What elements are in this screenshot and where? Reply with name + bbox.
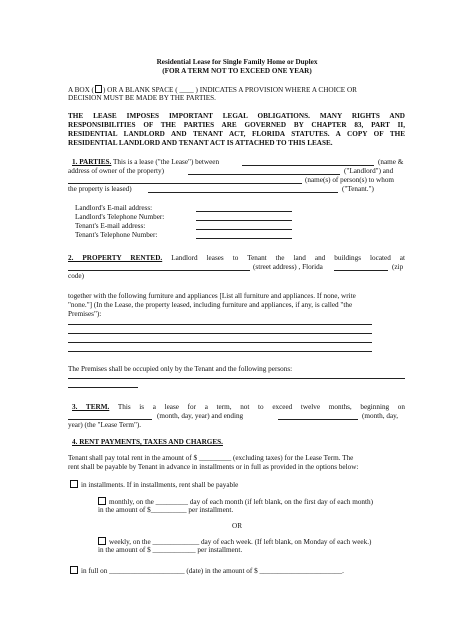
furniture-list-line-3[interactable] <box>68 342 372 343</box>
document-subtitle: (FOR A TERM NOT TO EXCEED ONE YEAR) <box>162 67 312 75</box>
landlord-phone-field[interactable] <box>196 220 292 221</box>
occupants-list-line-2[interactable] <box>68 387 138 388</box>
full-payment-checkbox[interactable] <box>70 566 78 574</box>
zip-code-field[interactable] <box>334 270 388 271</box>
tenant-phone-field[interactable] <box>196 238 292 239</box>
intro-line-2: DECISION MUST BE MADE BY THE PARTIES. <box>68 94 216 102</box>
occupants-list-line-1[interactable] <box>68 378 405 379</box>
warning-line-4: RESIDENTIAL LANDLORD AND TENANT ACT IS ATTACHED TO THIS LEASE. <box>68 139 333 147</box>
furniture-line-2: "none."] (In the Lease, the property leased, including furniture and appliances, if any, is called "the <box>68 301 353 309</box>
installments-option: in installments. If in installments, rent shall be payable <box>70 480 238 490</box>
parties-line-1: 1. PARTIES. This is a lease ("the Lease") between <box>72 158 220 166</box>
monthly-checkbox[interactable] <box>98 497 106 505</box>
monthly-option: monthly, on the _________ day of each month (if left blank, on the first day of each month) <box>98 497 373 507</box>
tenant-names-field-2[interactable] <box>148 192 338 193</box>
warning-line-1: THE LEASE IMPOSES IMPORTANT LEGAL OBLIGATIONS. MANY RIGHTS AND <box>68 112 405 120</box>
landlord-address-field[interactable] <box>188 174 340 175</box>
furniture-list-line-4[interactable] <box>68 351 372 352</box>
landlord-phone-label: Landlord's Telephone Number: <box>75 213 165 221</box>
tenant-email-label: Tenant's E-mail address: <box>75 222 146 230</box>
landlord-email-field[interactable] <box>196 211 292 212</box>
property-line-1: 2. PROPERTY RENTED. Landlord leases to Tenant the land and buildings located at <box>68 254 405 262</box>
parties-heading: 1. PARTIES. <box>72 158 112 166</box>
term-line-1: 3. TERM. This is a lease for a term, not to exceed twelve months, beginning on <box>72 403 405 411</box>
landlord-name-field[interactable] <box>242 165 374 166</box>
warning-line-3: RESIDENTIAL LANDLORD AND TENANT ACT, FLORIDA STATUTES. A COPY OF THE <box>68 130 405 138</box>
term-start-date-field[interactable] <box>68 419 152 420</box>
weekly-option: weekly, on the _____________ day of each week. (If left blank, on Monday of each week.) <box>98 537 371 547</box>
parties-line-2: address of owner of the property) <box>68 167 164 175</box>
property-heading: 2. PROPERTY RENTED. <box>68 254 163 262</box>
weekly-checkbox[interactable] <box>98 537 106 545</box>
tenant-phone-label: Tenant's Telephone Number: <box>75 231 158 239</box>
furniture-line-3: Premises"): <box>68 310 102 318</box>
street-address-field[interactable] <box>68 270 250 271</box>
warning-line-2: RESPONSIBILITIES OF THE PARTIES ARE GOVERNED BY CHAPTER 83, PART II, <box>68 121 405 129</box>
rent-paragraph-line-1: Tenant shall pay total rent in the amount of $ _________ (excluding taxes) for the Lease Term. The <box>68 454 354 462</box>
rent-paragraph-line-2: rent shall be payable by Tenant in advance in installments or in full as provided in the options below: <box>68 463 359 471</box>
term-heading: 3. TERM. <box>72 403 110 411</box>
monthly-amount-line: in the amount of $__________ per installment. <box>98 506 234 514</box>
installments-checkbox[interactable] <box>70 480 78 488</box>
term-end-date-field[interactable] <box>278 419 358 420</box>
landlord-email-label: Landlord's E-mail address: <box>75 204 153 212</box>
tenant-names-field[interactable] <box>68 183 302 184</box>
lease-page: Residential Lease for Single Family Home or Duplex (FOR A TERM NOT TO EXCEED ONE YEAR) A BOX ( ) OR A BLANK SPACE ( ____ ) INDICATES A PROVISION WHERE A CHOICE OR DECISION MUST BE MADE BY THE PARTIES. THE LEASE IMPOSES IMPORTANT LEGAL OBLIGATIONS. MANY RIGHTS AND RESPONSIBILITIES OF THE PARTIES ARE GOVERNED BY CHAPTER 83, PART II, RESIDENTIAL LANDLORD AND TENANT ACT, FLORIDA STATUTES. A COPY OF THE RESIDENTIAL LANDLORD AND TENANT ACT IS ATTACHED TO THIS LEASE. 1. PARTIES. This is a lease ("the Lease") between (name & address of owner of the property) ("Landlord") and (name(s) of person(s) to whom the property is leased) ("Tenant.") Landlord's E-mail address: Landlord's Telephone Number: Tenant's E-mail address: Tenant's Telephone Number: 2. PROPERTY RENTED. Landlord leases to Tenant the land and buildings located at (street address) , Florida (zip code) together with the following furniture and appliances [List all furniture and appliances. If none, write "none."] (In the Lease, the property leased, including furniture and appliances, if any, is called "the Premises"): The Premises shall be occupied only by the Tenant and the following persons: 3. TERM. This is a lease for a term, not to exceed twelve months, beginning on (month, day, year) and ending (month, day, year) (the "Lease Term"). 4. RENT PAYMENTS, TAXES AND CHARGES. Tenant shall pay total rent in the amount of $ _________ (excluding taxes) for the Lease Term. The rent shall be payable by Tenant in advance in installments or in full as provided in the options below: in installments. If in installments, rent shall be payable monthly, on the _________ day of each month (if left blank, on the first day of each month) in the amount of $__________ per installment. OR weekly, on the _____________ day of each week. (If left blank, on Monday of each week.) in the amount of $ ____________ per installment. in full on _____________________ (date) in the amount of $ _______________________. <box>0 0 474 630</box>
full-payment-option: in full on _____________________ (date) in the amount of $ _______________________. <box>70 566 344 576</box>
furniture-list-line-2[interactable] <box>68 333 372 334</box>
furniture-line-1: together with the following furniture and appliances [List all furniture and appliances. If none, write <box>68 292 356 300</box>
weekly-amount-line: in the amount of $ ____________ per installment. <box>98 546 243 554</box>
occupants-line: The Premises shall be occupied only by the Tenant and the following persons: <box>68 365 293 373</box>
rent-heading: 4. RENT PAYMENTS, TAXES AND CHARGES. <box>72 438 223 446</box>
or-separator: OR <box>232 522 242 530</box>
sample-checkbox-icon <box>95 85 102 93</box>
document-title: Residential Lease for Single Family Home or Duplex <box>156 58 318 66</box>
furniture-list-line-1[interactable] <box>68 324 372 325</box>
tenant-email-field[interactable] <box>196 229 292 230</box>
intro-line-1: A BOX ( ) OR A BLANK SPACE ( ____ ) INDICATES A PROVISION WHERE A CHOICE OR <box>68 86 357 94</box>
